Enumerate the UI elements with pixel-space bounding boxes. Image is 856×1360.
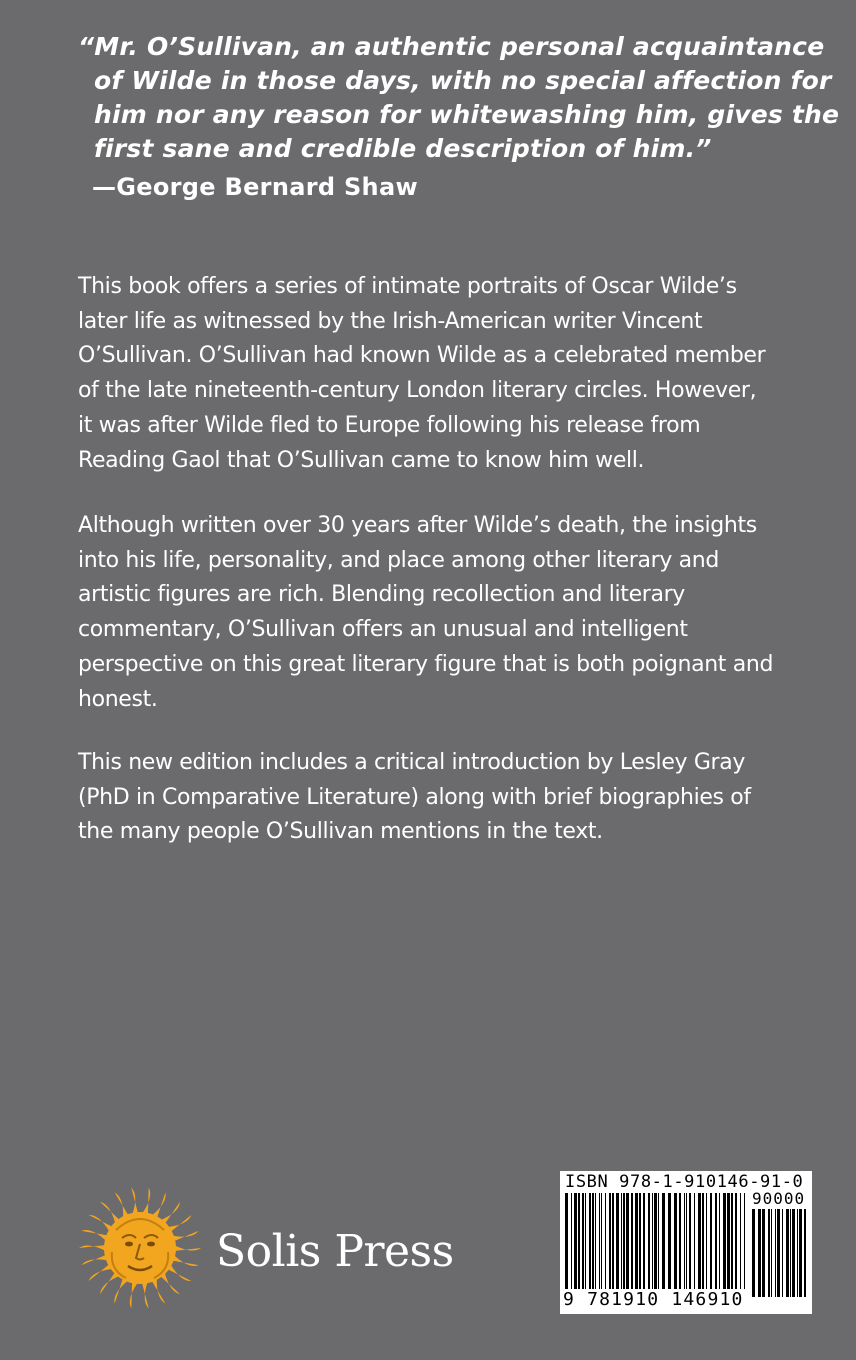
isbn-barcode [560,1171,812,1314]
description-paragraph-3 [78,746,818,850]
barcode-bar [592,1193,594,1289]
barcode-bar [635,1193,638,1289]
barcode-bar [771,1209,772,1297]
barcode-bar [582,1193,584,1289]
isbn-label: ISBN 978-1-910146-91-0 [565,1172,804,1192]
quote-line: him nor any reason for whitewashing him, gives the [94,100,840,129]
sun-ray [172,1255,199,1266]
sun-ray [79,1245,106,1251]
ean-barcode-bars [565,1193,747,1297]
barcode-bar [565,1193,568,1289]
sun-ray [142,1281,149,1308]
barcode-bar [599,1193,600,1289]
sun-ray [151,1193,165,1219]
barcode-bar [689,1193,691,1289]
barcode-bar [668,1193,671,1289]
barcode-bar [715,1193,717,1289]
barcode-bar [686,1193,687,1289]
sun-ray [115,1193,129,1219]
barcode-bar [758,1209,761,1297]
publisher-name: Solis Press [216,1226,454,1277]
barcode-bar [731,1193,733,1289]
barcode-bar [612,1193,614,1289]
barcode-bar [658,1193,659,1289]
paragraph-line: perspective on this great literary figure that is both poignant and [78,651,774,677]
paragraph-line: O’Sullivan. O’Sullivan had known Wilde as a celebrated member [78,343,766,369]
sun-ray [151,1278,165,1304]
barcode-bar [706,1193,707,1289]
description-paragraph-1 [78,270,818,478]
sun-ray [172,1231,199,1242]
barcode-bar [804,1209,806,1297]
barcode-bar [698,1193,701,1289]
barcode-bar [616,1193,619,1289]
barcode-bar [768,1209,770,1297]
barcode-bar [740,1193,741,1289]
sun-ray [114,1278,128,1304]
barcode-bar [652,1193,653,1289]
barcode-bar [790,1209,791,1297]
barcode-bar [585,1193,586,1289]
barcode-bar [589,1193,591,1289]
paragraph-line: This book offers a series of intimate portraits of Oscar Wilde’s [78,274,737,299]
quote-line: of Wilde in those days, with no special affection for [94,66,832,95]
barcode-bar [735,1193,737,1289]
barcode-bar [639,1193,641,1289]
barcode-bar [648,1193,650,1289]
sun-face-logo-icon [78,1186,202,1310]
barcode-bar [571,1193,572,1289]
paragraph-line: into his life, personality, and place among other literary and [78,547,719,573]
paragraph-line: the many people O’Sullivan mentions in the text. [78,819,603,845]
barcode-bar [762,1209,765,1297]
barcode-bar [786,1209,789,1297]
barcode-bar [777,1209,780,1297]
barcode-bar [797,1209,798,1297]
paragraph-line: Although written over 30 years after Wilde’s death, the insights [78,513,757,538]
barcode-bar [601,1193,602,1289]
barcode-bar [626,1193,629,1289]
paragraph-line: later life as witnessed by the Irish-American writer Vincent [78,308,703,334]
endorsement-quote [78,30,840,166]
quote-attribution: —George Bernard Shaw [92,173,418,201]
barcode-bar [674,1193,677,1289]
barcode-bar [710,1193,712,1289]
sun-ray [81,1255,108,1266]
paragraph-line: of the late nineteenth-century London literary circles. However, [78,378,757,404]
barcode-bar [744,1193,745,1289]
barcode-bar [702,1193,704,1289]
description-paragraph-2 [78,509,818,717]
quote-line: first sane and credible description of him.” [94,134,712,163]
barcode-bar [609,1193,611,1289]
paragraph-line: This new edition includes a critical introduction by Lesley Gray [78,750,746,775]
barcode-bar [719,1193,720,1289]
sun-ray [142,1188,150,1215]
sun-ray [131,1188,138,1215]
paragraph-line: Reading Gaol that O’Sullivan came to know him well. [78,447,645,473]
barcode-bar [621,1193,622,1289]
barcode-bar [595,1193,596,1289]
barcode-bar [792,1209,795,1297]
barcode-bar [679,1193,681,1289]
quote-line: “Mr. O’Sullivan, an authentic personal acquaintance [78,32,825,61]
addon-barcode-bars [752,1209,808,1297]
barcode-bar [799,1209,802,1297]
barcode-bar [684,1193,685,1289]
barcode-bar [782,1209,783,1297]
ean-digits: 9 781910 146910 [563,1289,744,1310]
barcode-bar [623,1193,625,1289]
barcode-bar [643,1193,645,1289]
barcode-bar [694,1193,695,1289]
paragraph-line: commentary, O’Sullivan offers an unusual and intelligent [78,617,688,643]
paragraph-line: artistic figures are rich. Blending recollection and literary [78,582,685,608]
barcode-bar [775,1209,776,1297]
barcode-bar [723,1193,726,1289]
barcode-bar [605,1193,606,1289]
barcode-bar [662,1193,665,1289]
paragraph-line: honest. [78,686,158,712]
barcode-bar [574,1193,577,1289]
price-addon-number: 90000 [752,1189,806,1208]
barcode-bar [727,1193,730,1289]
sun-ray [81,1230,108,1241]
paragraph-line: it was after Wilde fled to Europe following his release from [78,412,701,438]
sun-ray [174,1245,201,1251]
barcode-bar [752,1209,755,1297]
paragraph-line: (PhD in Comparative Literature) along with brief biographies of [78,784,751,810]
barcode-bar [654,1193,657,1289]
sun-ray [130,1281,138,1308]
barcode-bar [578,1193,580,1289]
barcode-bar [631,1193,633,1289]
